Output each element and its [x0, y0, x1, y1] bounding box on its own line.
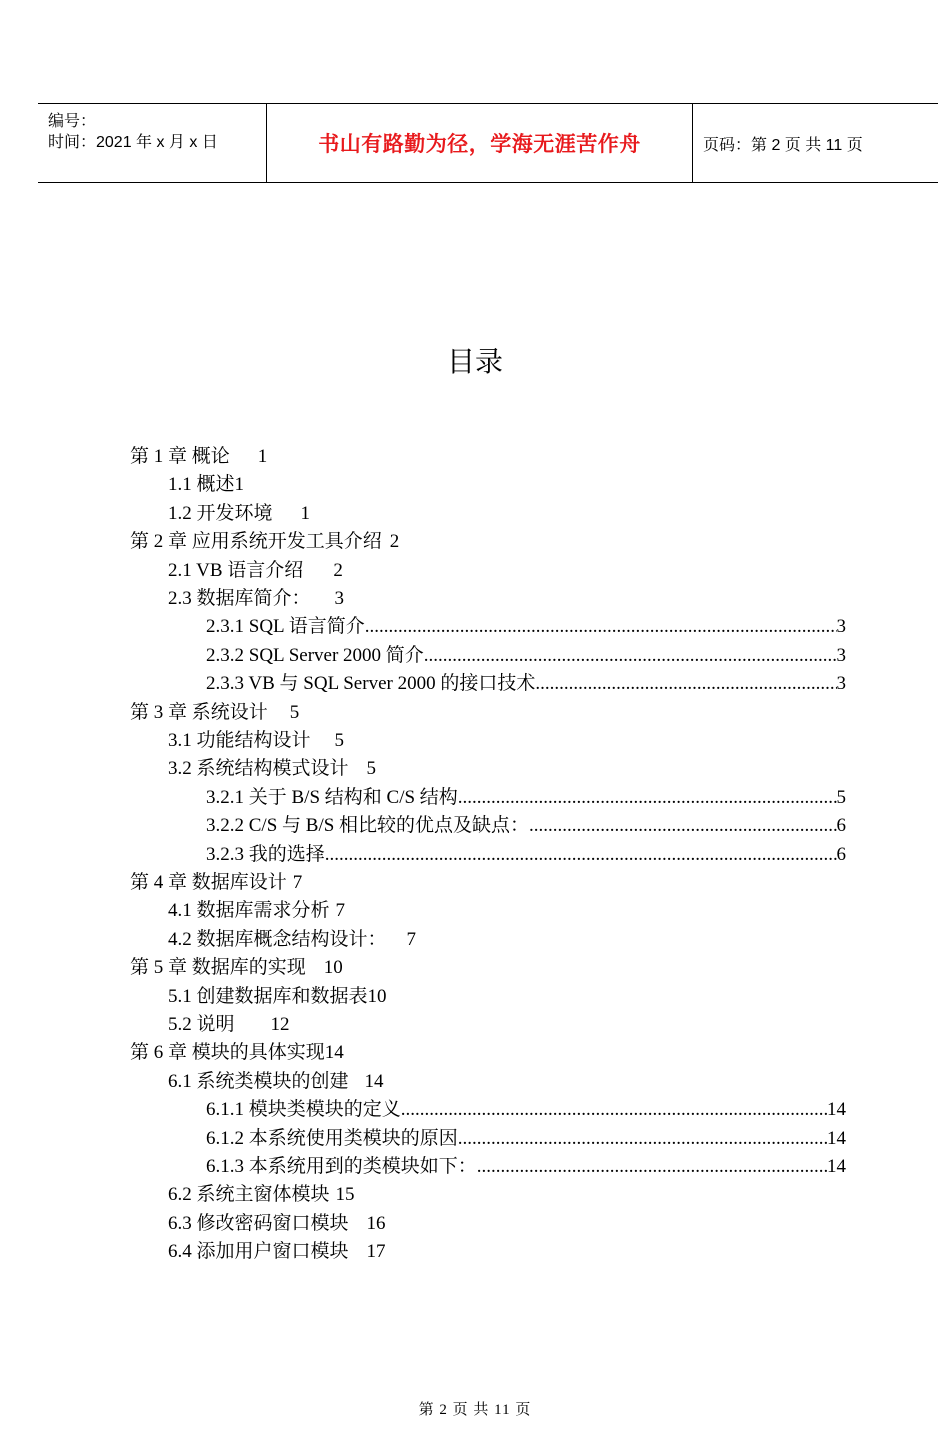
toc-entry-title: 第 6 章 模块的具体实现	[130, 1042, 325, 1064]
toc-dot-leader	[401, 1096, 827, 1124]
toc-entry-page: 10	[323, 957, 343, 979]
toc-entry-page: 7	[406, 928, 417, 950]
toc-dot-leader	[477, 1153, 827, 1181]
toc-entry-title: 第 4 章 数据库设计	[130, 872, 287, 893]
toc-entry-title: 1.2 开发环境	[168, 502, 273, 524]
toc-entry-title: 2.3 数据库简介：	[168, 588, 311, 609]
toc-entry[interactable]	[168, 983, 387, 1011]
page-code: 页码：第 2 页 共 11 页	[703, 136, 863, 154]
header-motto-cell	[267, 104, 693, 182]
toc-entry-title: 2.1 VB 语言介绍	[168, 559, 304, 581]
toc-entry[interactable]	[168, 500, 310, 528]
toc-entry[interactable]	[130, 1039, 344, 1067]
toc-entry-page: 17	[366, 1241, 386, 1263]
page-header	[38, 103, 938, 183]
toc-entry-page: 5	[366, 758, 377, 780]
toc-entry-page: 1	[300, 502, 311, 524]
toc-entry[interactable]	[206, 670, 846, 698]
toc-entry-title: 3.2 系统结构模式设计	[168, 758, 349, 780]
toc-entry-title: 第 5 章 数据库的实现	[130, 957, 306, 979]
toc-entry-title: 3.1 功能结构设计	[168, 730, 311, 751]
toc-entry[interactable]	[168, 557, 343, 585]
toc-entry[interactable]	[206, 812, 846, 840]
toc-entry-title: 4.2 数据库概念结构设计：	[168, 928, 387, 950]
toc-dot-leader	[365, 613, 837, 641]
toc-entry[interactable]	[168, 755, 376, 783]
document-number-label: 编号：	[48, 113, 97, 130]
toc-entry-page: 2	[333, 559, 343, 581]
toc-entry-title: 6.1.1 模块类模块的定义	[206, 1099, 401, 1121]
header-page-cell	[693, 104, 938, 182]
toc-entry[interactable]	[130, 443, 267, 471]
toc-entry-title: 2.3.3 VB 与 SQL Server 2000 的接口技术	[206, 673, 536, 695]
toc-dot-leader	[325, 841, 837, 869]
toc-entry-title: 3.2.2 C/S 与 B/S 相比较的优点及缺点：	[206, 815, 530, 837]
toc-entry[interactable]	[130, 699, 299, 727]
toc-entry-page: 16	[366, 1212, 386, 1234]
toc-dot-leader	[424, 642, 837, 670]
toc-entry-page: 12	[270, 1014, 290, 1035]
toc-entry-page: 14	[324, 1042, 344, 1064]
toc-entry[interactable]	[168, 727, 344, 755]
toc-entry-title: 第 2 章 应用系统开发工具介绍	[130, 531, 382, 553]
toc-entry-page: 6	[836, 843, 846, 865]
toc-entry-page: 1	[257, 446, 268, 467]
toc-entry-title: 6.1 系统类模块的创建	[168, 1070, 349, 1092]
toc-entry-title: 6.4 添加用户窗口模块	[168, 1241, 349, 1263]
toc-dot-leader	[458, 784, 837, 812]
toc-entry[interactable]	[168, 585, 344, 613]
toc-entry-title: 6.2 系统主窗体模块	[168, 1184, 330, 1206]
toc-entry-title: 第 1 章 概论	[130, 446, 230, 467]
toc-entry-title: 5.2 说明	[168, 1014, 235, 1035]
toc-entry-page: 3	[334, 588, 345, 609]
toc-entry[interactable]	[206, 613, 846, 641]
toc-entry-title: 5.1 创建数据库和数据表	[168, 985, 368, 1007]
page-title: 目录	[446, 345, 503, 378]
toc-dot-leader	[535, 670, 836, 698]
toc-entry-title: 3.2.3 我的选择	[206, 843, 325, 865]
toc-entry-title: 6.1.2 本系统使用类模块的原因	[206, 1127, 458, 1149]
toc-entry-title: 6.1.3 本系统用到的类模块如下：	[206, 1156, 477, 1177]
toc-entry-page: 10	[367, 985, 387, 1007]
toc-entry-page: 3	[836, 616, 846, 638]
toc-entry-title: 4.1 数据库需求分析	[168, 900, 330, 922]
toc-entry[interactable]	[168, 1011, 290, 1039]
toc-entry-page: 6	[836, 815, 846, 837]
toc-entry-page: 15	[335, 1184, 355, 1206]
toc-entry-title: 2.3.2 SQL Server 2000 简介	[206, 644, 424, 666]
toc-entry-page: 1	[234, 474, 245, 496]
toc-dot-leader	[529, 812, 836, 840]
toc-entry[interactable]	[206, 1096, 846, 1124]
toc-entry-page: 5	[289, 701, 300, 723]
toc-entry[interactable]	[206, 784, 846, 812]
toc-entry-title: 第 3 章 系统设计	[130, 701, 268, 723]
toc-entry-page: 14	[827, 1156, 846, 1177]
page-footer: 第 2 页 共 11 页	[418, 1402, 532, 1418]
toc-entry[interactable]	[168, 1068, 384, 1096]
toc-entry[interactable]	[168, 1181, 355, 1209]
toc-entry-page: 14	[827, 1099, 846, 1121]
toc-entry[interactable]	[168, 1238, 386, 1266]
toc-entry-page: 2	[389, 531, 400, 553]
toc-entry-page: 7	[335, 900, 346, 922]
toc-entry-page: 3	[836, 673, 846, 695]
toc-entry[interactable]	[130, 528, 399, 556]
toc-entry[interactable]	[206, 1125, 846, 1153]
toc-entry[interactable]	[206, 841, 846, 869]
toc-entry-title: 2.3.1 SQL 语言简介	[206, 616, 365, 638]
toc-entry[interactable]	[130, 869, 302, 897]
toc-entry-page: 14	[827, 1127, 846, 1149]
toc-entry[interactable]	[168, 897, 345, 925]
toc-entry-page: 14	[364, 1070, 384, 1092]
toc-entry[interactable]	[168, 471, 244, 499]
toc-entry-page: 3	[836, 644, 846, 666]
toc-entry-page: 5	[334, 730, 345, 751]
toc-entry-page: 5	[836, 786, 846, 808]
toc-entry-title: 1.1 概述	[168, 474, 235, 496]
toc-dot-leader	[458, 1125, 827, 1153]
toc-entry[interactable]	[168, 1210, 386, 1238]
motto-text: 书山有路勤为径，学海无涯苦作舟	[318, 131, 641, 156]
toc-entry-page: 7	[292, 872, 303, 893]
toc-entry-title: 3.2.1 关于 B/S 结构和 C/S 结构	[206, 786, 458, 808]
header-meta-cell	[38, 104, 267, 182]
toc-entry-title: 6.3 修改密码窗口模块	[168, 1212, 349, 1234]
toc-entry[interactable]	[206, 1153, 846, 1181]
toc-entry[interactable]	[130, 954, 343, 982]
toc-entry[interactable]	[206, 642, 846, 670]
toc-entry[interactable]	[168, 926, 416, 954]
document-date: 时间：2021 年 x 月 x 日	[48, 134, 218, 151]
